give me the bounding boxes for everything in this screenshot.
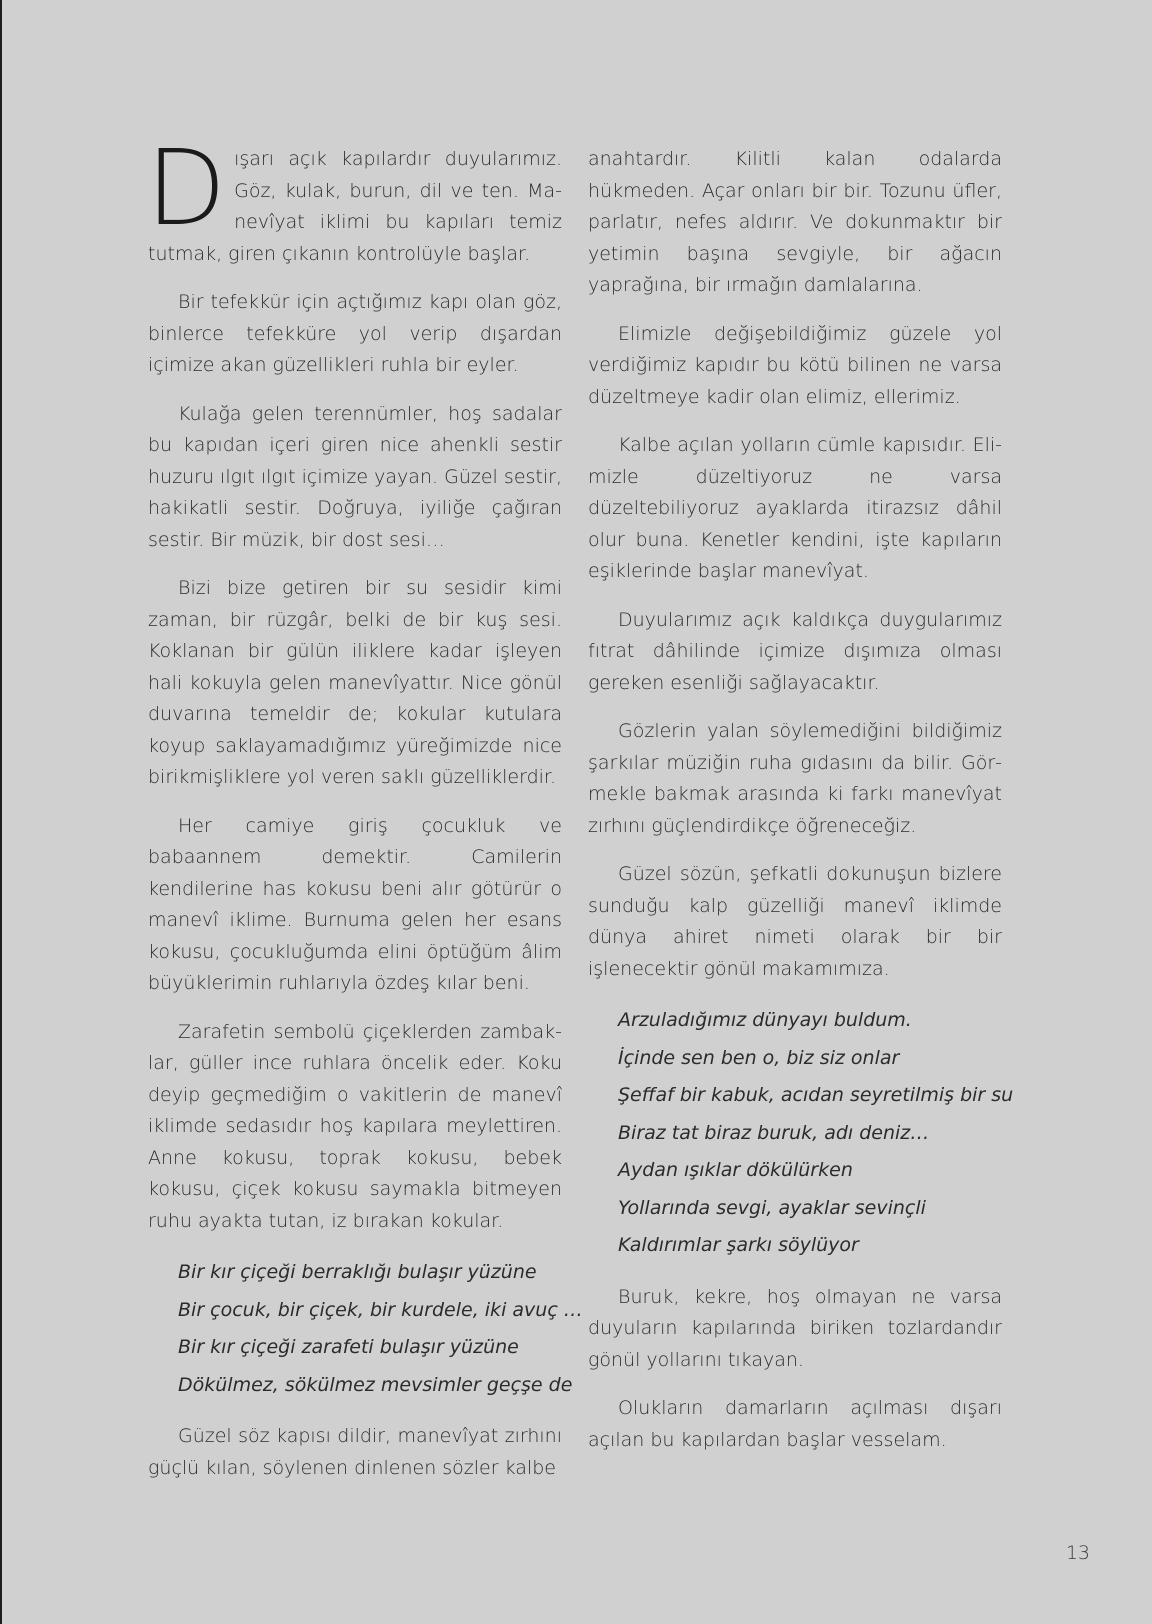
poem-line: Dökülmez, sökülmez mevsimler geçşe de: [178, 1373, 573, 1396]
poem-line: Bir kır çiçeği berraklığı bulaşır yüzüne: [178, 1261, 537, 1283]
paragraph-1-text: ışarı açık kapılardır duyularımız. Göz, kulak, burun, dil ve ten. Manevîyat iklimi bu kapıları temiz tutmak, giren çıkanın kontrolüyle başlar.: [148, 148, 562, 265]
paragraph-13: Buruk, kekre, hoş olmayan ne varsa duyuların kapılarında biriken tozlardandır gönül yollarını tıkayan.: [588, 1285, 1002, 1371]
poem-line: Kaldırımlar şarkı söylüyor: [618, 1234, 859, 1256]
paragraph-9: Kalbe açılan yolların cümle kapısıdır. Elimizle düzeltiyoruz ne varsa düzeltebiliyoruz ayaklarda itirazsız dâhil olur buna. Kenetler kendini, işte kapıların eşiklerinde başlar manevîyat.: [588, 434, 1002, 582]
paragraph-continued: anahtardır. Kilitli kalan odalarda hükmeden. Açar onları bir bir. Tozunu üfler, parlatır, nefes aldırır. Ve dokunmaktır bir yetimin başına sevgiyle, bir ağacın yaprağına, bir ırmağın damlalarına.: [588, 148, 1002, 296]
paragraph-4: Bizi bize getiren bir su sesidir kimi zaman, bir rüzgâr, belki de bir kuş sesi. Koklanan bir gülün iliklere kadar işleyen hali kokuyla gelen manevîyattır. Nice gönül duvarına temeldir de; kokular kutulara koyup saklayamadığımız yüreğimizde nice birikmişliklere yol veren saklı güzelliklerdir.: [148, 577, 562, 788]
paragraph-2: Bir tefekkür için açtığımız kapı olan göz, binlerce tefekküre yol verip dışardan içimize akan güzellikleri ruhla bir eyler.: [148, 291, 562, 376]
poem-line: Arzuladığımız dünyayı buldum.: [618, 1009, 912, 1031]
poem-line: Şeffaf bir kabuk, acıdan seyretilmiş bir su: [618, 1084, 1014, 1106]
paragraph-5: Her camiye giriş çocukluk ve babaannem demektir. Camilerin kendilerine has kokusu beni alır götürür o manevî iklime. Burnuma gelen her esans kokusu, çocukluğumda elini öptüğüm âlim büyüklerimin ruhlarıyla özdeş kılar beni.: [148, 814, 562, 994]
poem-line: Bir çocuk, bir çiçek, bir kurdele, iki avuç …: [178, 1298, 583, 1321]
poem-line: İçinde sen ben o, biz siz onlar: [618, 1046, 900, 1069]
poem-line: Yollarında sevgi, ayaklar sevinçli: [618, 1196, 926, 1219]
paragraph-10: Duyularımız açık kaldıkça duygularımız fıtrat dâhilinde içimize dışımıza olması gereken esenliği sağlayacaktır.: [588, 608, 1002, 694]
poem-line: Aydan ışıklar dökülürken: [618, 1159, 853, 1181]
poem-stanza-1: [148, 1254, 583, 1404]
poem-line: Bir kır çiçeği zarafeti bulaşır yüzüne: [178, 1336, 519, 1358]
paragraph-12: Güzel sözün, şefkatli dokunuşun bizlere sunduğu kalp güzelliği manevî iklimde dünya ahiret nimeti olarak bir bir işlenecektir gönül makamımıza.: [588, 863, 1002, 980]
poem-stanza-2: [588, 1002, 1014, 1265]
right-column: [588, 144, 1014, 1473]
paragraph-7: Güzel söz kapısı dildir, manevîyat zırhını güçlü kılan, söylenen dinlenen sözler kalbe: [148, 1425, 562, 1479]
paragraph-1: [146, 127, 562, 270]
poem-line: Biraz tat biraz buruk, adı deniz…: [618, 1121, 930, 1144]
left-column: [146, 127, 583, 1501]
drop-cap: D: [146, 127, 227, 249]
page-number: 13: [1065, 1542, 1090, 1564]
paragraph-11: Gözlerin yalan söylemediğini bildiğimiz şarkılar müziğin ruha gıdasını da bilir. Görmekle bakmak arasında ki farkı manevîyat zırhını güçlendirdikçe öğreneceğiz.: [588, 720, 1002, 837]
paragraph-14: Olukların damarların açılması dışarı açılan bu kapılardan başlar vesselam.: [588, 1397, 1002, 1451]
paragraph-6: Zarafetin sembolü çiçeklerden zambaklar, güller ince ruhlara öncelik eder. Koku deyip geçmediğim o vakitlerin de manevî iklimde sedasıdır hoş kapılara meylettiren. Anne kokusu, toprak kokusu, bebek kokusu, çiçek kokusu saymakla bitmeyen ruhu ayakta tutan, iz bırakan kokular.: [148, 1020, 562, 1232]
paragraph-3: Kulağa gelen terennümler, hoş sadalar bu kapıdan içeri giren nice ahenkli sestir huzuru ılgıt ılgıt içimize yayan. Güzel sestir, hakikatli sestir. Doğruya, iyiliğe çağıran sestir. Bir müzik, bir dost sesi…: [148, 402, 562, 551]
paragraph-8: Elimizle değişebildiğimiz güzele yol verdiğimiz kapıdır bu kötü bilinen ne varsa düzeltmeye kadir olan elimiz, ellerimiz.: [588, 322, 1002, 408]
